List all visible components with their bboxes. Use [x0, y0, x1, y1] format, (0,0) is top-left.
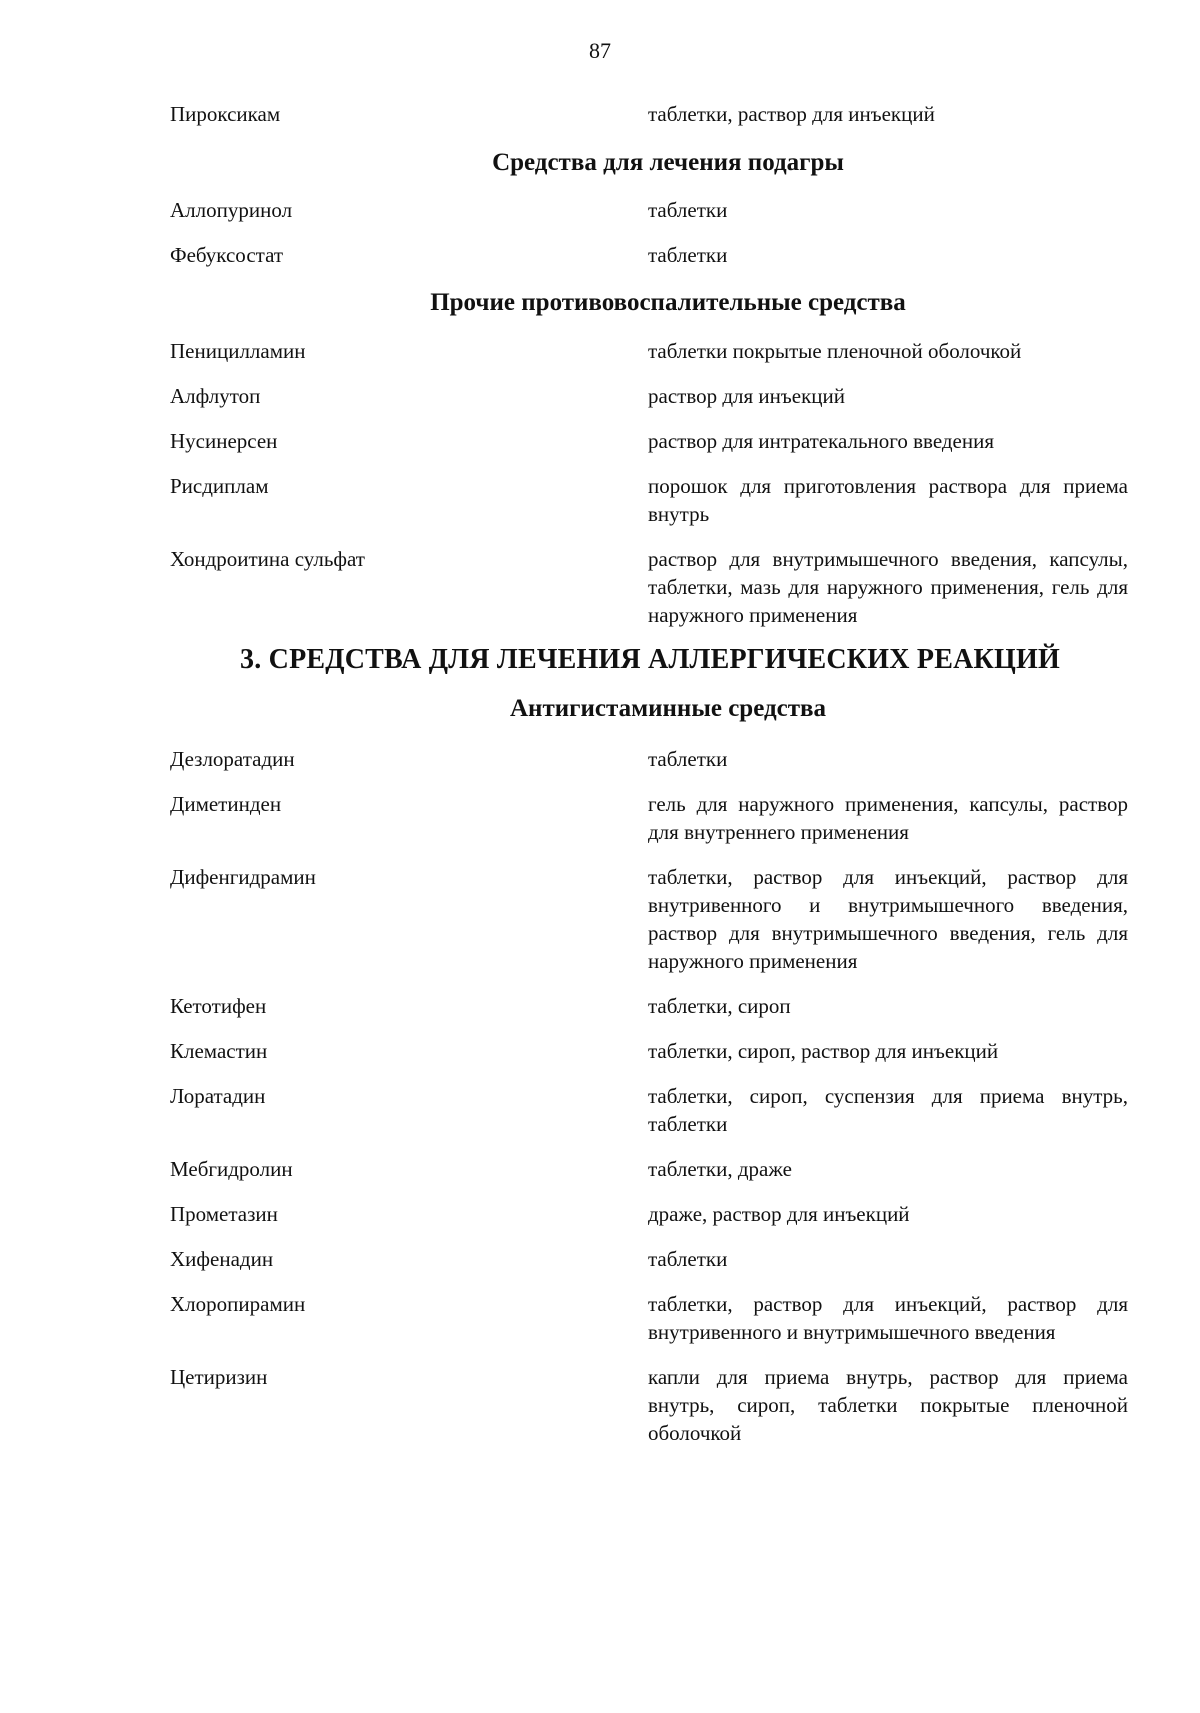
drug-name: Фебуксостат [170, 243, 284, 267]
drug-name: Пироксикам [170, 102, 281, 126]
document-content [170, 100, 1130, 1447]
drug-form: порошок для приготовления раствора для приема внутрь [648, 474, 1128, 526]
drug-form: капли для приема внутрь, раствор для приема внутрь, сироп, таблетки покрытые пленочной оболочкой [648, 1365, 1128, 1445]
drug-form: таблетки [648, 1247, 728, 1271]
section-title: Средства для лечения подагры [492, 149, 844, 176]
drug-name: Хифенадин [170, 1247, 274, 1271]
drug-form: таблетки [648, 243, 728, 267]
drug-name: Хлоропирамин [170, 1292, 306, 1316]
drug-name: Нусинерсен [170, 429, 278, 453]
list-item [170, 337, 1130, 365]
drug-form: драже, раствор для инъекций [648, 1202, 910, 1226]
drug-name: Хондроитина сульфат [170, 547, 365, 571]
drug-name: Цетиризин [170, 1365, 268, 1389]
list-item [170, 545, 1130, 629]
drug-name: Аллопуринол [170, 198, 293, 222]
list-item [170, 472, 1130, 528]
list-item [170, 382, 1130, 410]
list-item [170, 863, 1130, 975]
drug-name: Рисдиплам [170, 474, 269, 498]
drug-form: гель для наружного применения, капсулы, раствор для внутреннего применения [648, 792, 1128, 844]
drug-name: Клемастин [170, 1039, 268, 1063]
drug-form: таблетки, драже [648, 1157, 792, 1181]
list-item [170, 1037, 1130, 1065]
list-item [170, 196, 1130, 224]
drug-name: Кетотифен [170, 994, 267, 1018]
drug-form: таблетки [648, 198, 728, 222]
drug-name: Дифенгидрамин [170, 865, 316, 889]
drug-form: таблетки покрытые пленочной оболочкой [648, 339, 1022, 363]
section-title: Прочие противовоспалительные средства [430, 289, 906, 316]
list-item [170, 100, 1130, 128]
list-item [170, 1290, 1130, 1346]
list-item [170, 1245, 1130, 1273]
list-item [170, 1082, 1130, 1138]
drug-form: раствор для внутримышечного введения, капсулы, таблетки, мазь для наружного применения, гель для наружного применения [648, 547, 1128, 627]
list-item [170, 1363, 1130, 1447]
drug-name: Диметинден [170, 792, 282, 816]
drug-name: Прометазин [170, 1202, 278, 1226]
drug-form: таблетки, сироп, раствор для инъекций [648, 1039, 999, 1063]
drug-name: Мебгидролин [170, 1157, 293, 1181]
list-item [170, 1200, 1130, 1228]
drug-form: таблетки, раствор для инъекций [648, 102, 935, 126]
list-item [170, 1155, 1130, 1183]
drug-name: Дезлоратадин [170, 747, 295, 771]
drug-form: таблетки, сироп, суспензия для приема внутрь, таблетки [648, 1084, 1128, 1136]
drug-name: Пеницилламин [170, 339, 306, 363]
list-item [170, 241, 1130, 269]
chapter-title: 3. СРЕДСТВА ДЛЯ ЛЕЧЕНИЯ АЛЛЕРГИЧЕСКИХ РЕАКЦИЙ [240, 644, 1060, 675]
section-title: Антигистаминные средства [510, 695, 826, 722]
drug-form: таблетки, раствор для инъекций, раствор для внутривенного и внутримышечного введения [648, 1292, 1128, 1344]
page-number: 87 [589, 38, 611, 63]
list-item [170, 790, 1130, 846]
list-item [170, 745, 1130, 773]
drug-name: Лоратадин [170, 1084, 266, 1108]
drug-form: таблетки [648, 747, 728, 771]
list-item [170, 427, 1130, 455]
drug-form: раствор для инъекций [648, 384, 845, 408]
drug-form: раствор для интратекального введения [648, 429, 995, 453]
drug-form: таблетки, раствор для инъекций, раствор для внутривенного и внутримышечного введения, раствор для внутримышечного введения, гель для наружного применения [648, 865, 1128, 973]
drug-name: Алфлутоп [170, 384, 261, 408]
list-item [170, 992, 1130, 1020]
drug-form: таблетки, сироп [648, 994, 791, 1018]
